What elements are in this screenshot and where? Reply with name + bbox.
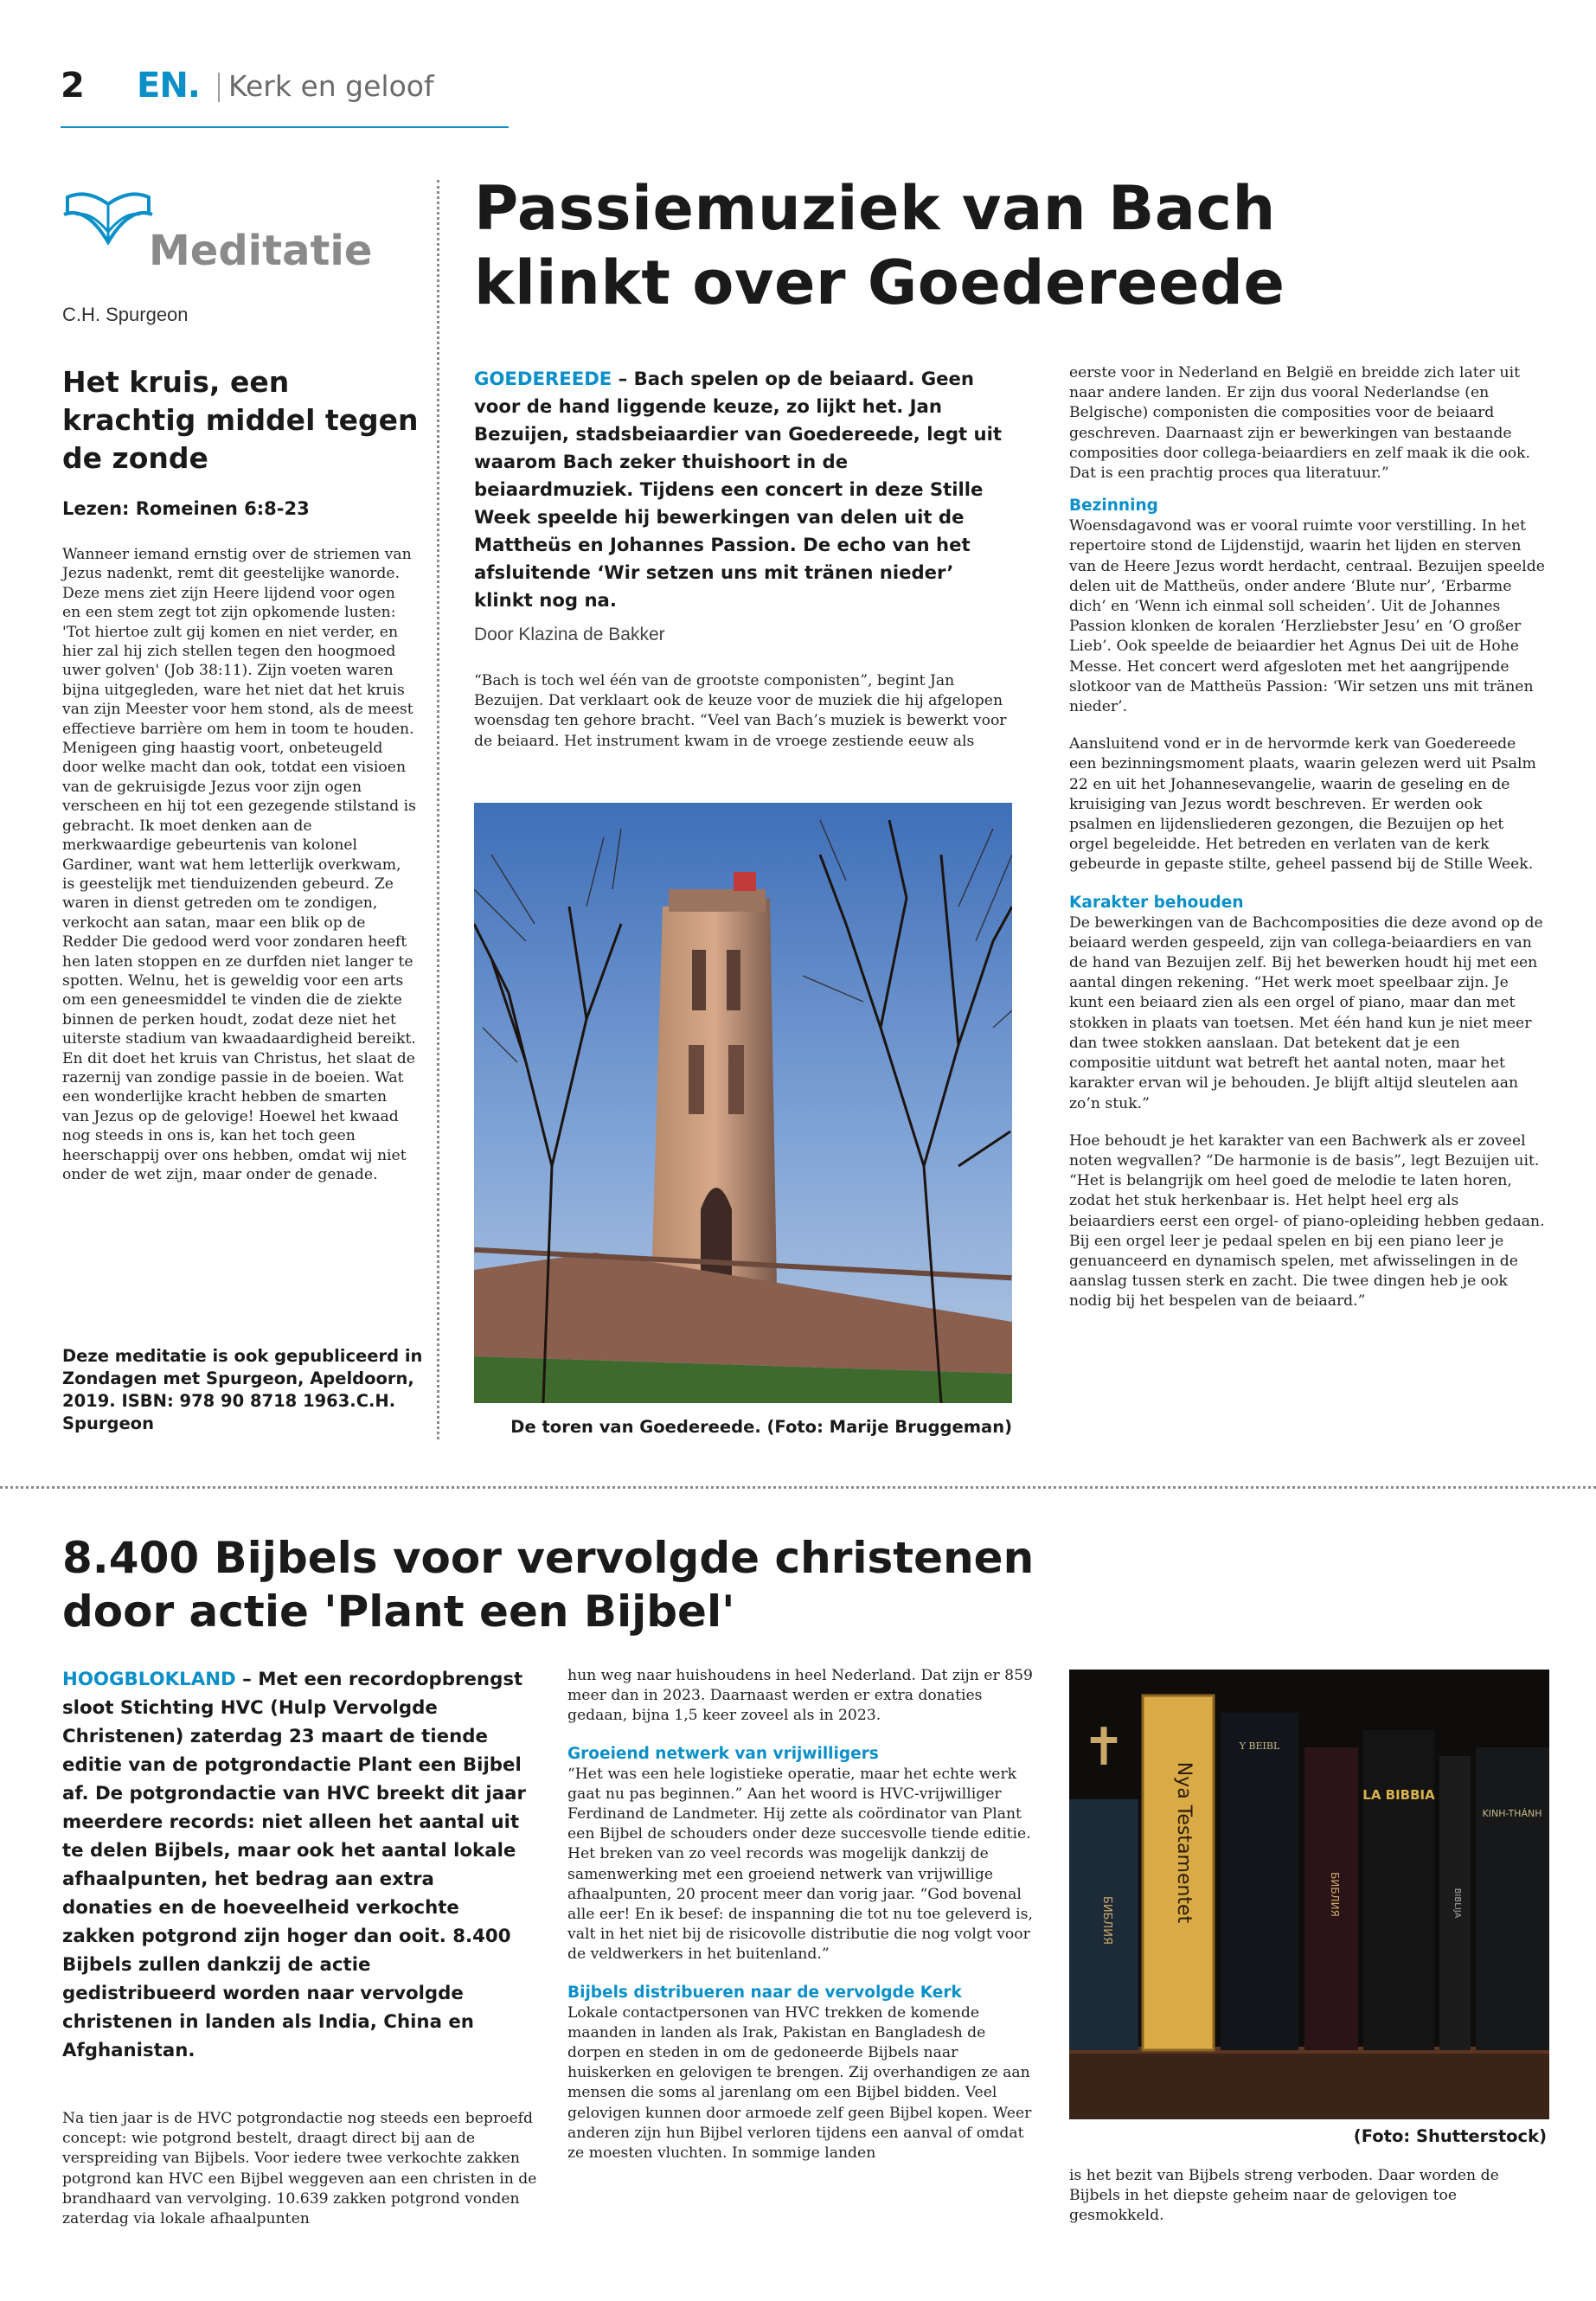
- article-lead: [474, 365, 1010, 614]
- section-label: Kerk en geloof: [228, 69, 434, 103]
- article-column: is het bezit van Bijbels streng verboden. Daar worden de Bijbels in het diepste geheim naar de gelovigen toe gesmokkeld.: [1069, 2167, 1499, 2225]
- article-lead: [62, 1665, 529, 2065]
- subheading: Karakter behouden: [1069, 893, 1244, 912]
- article-headline: 8.400 Bijbels voor vervolgde christenen door actie 'Plant een Bijbel': [62, 1533, 1035, 1637]
- meditation-body: Wanneer iemand ernstig over de striemen van Jezus nadenkt, remt dit geestelijke wanorde. Deze mens ziet zijn Heere lijdend voor ogen en een stem zegt tot zijn opkomende lusten: 'Tot hiertoe zult gij komen en niet verder, en hier zal hij zich stellen tegen den hoogmoed uwer golven' (Job 38:11). Zijn voeten waren bijna uitgegleden, ware het niet dat het kruis van zijn Meester voor hem stond, als de meest effectieve barrière om hem in toom te houden. Menigeen ging haastig voort, onbeteugeld door welke macht dan ook, totdat een visioen van de gekruisigde Jezus voor zijn ogen verscheen en hij tot een gezegende stilstand is gebracht. Ik moet denken aan de merkwaardige gebeurtenis van kolonel Gardiner, want wat hem letterlijk overkwam, is geestelijk met tienduizenden gebeurd. Ze waren in dienst getreden om te zondigen, verkocht aan satan, maar een blik op de Redder Die gedood werd voor zondaren heeft hen laten stoppen en ze durfden niet langer te spotten. Welnu, het is geweldig voor een arts om een geneesmiddel te vinden die de ziekte binnen de perken houdt, zodat deze niet het uiterste stadium van kwaadaardigheid bereikt. En dit doet het kruis van Christus, het slaat de razernij van zondige passie in de boeien. Wat een wonderlijke kracht hebben de smarten van Jezus op de gelovige! Hoewel het kwaad nog steeds in ons is, kan het toch geen heerschappij over ons hebben, omdat wij niet onder de wet zijn, maar onder de genade.: [62, 546, 416, 1183]
- subheading: Bijbels distribueren naar de vervolgde Kerk: [567, 1983, 962, 2002]
- paragraph: eerste voor in Nederland en België en breidde zich later uit naar andere landen. Er zijn dus vooral Nederlandse (en Belgische) componisten die composities voor de beiaard geschreven. Daarnaast zijn er bewerkingen van bestaande composities door collega-beiaardiers en zelf maak ik die ook. Dat is een prachtig proces qua literatuur.”: [1069, 364, 1530, 483]
- bibles-photo: [1069, 1670, 1549, 2119]
- page-number: 2: [61, 66, 85, 106]
- byline: Door Klazina de Bakker: [474, 625, 665, 644]
- paragraph: Lokale contactpersonen van HVC trekken de komende maanden in landen als Irak, Pakistan en Bangladesh de dorpen en steden in om de gedoneerde Bijbels naar huiskerken en gelovigen te brengen. Zij overhandigen ze aan mensen die soms al jarenlang om een Bijbel bidden. Veel gelovigen kunnen door armoede zelf geen Bijbel kopen. Weer anderen zijn hun Bijbel verloren tijdens een aanval of omdat ze moesten vluchten. In sommige landen: [567, 2003, 1032, 2163]
- paragraph: “Het was een hele logistieke operatie, maar het echte werk gaat nu pas beginnen.” Aan het woord is HVC-vrijwilliger Ferdinand de Landmeter. Hij zette als coördinator van Plant een Bijbel de schouders onder deze succesvolle tiende editie. Het breken van zo veel records was mogelijk dankzij de samenwerking met een groeiend netwerk van vrijwillige afhaalpunten, 20 procent meer dan vorig jaar. “God bovenal alle eer! En ik besef: de inspanning die tot nu toe geleverd is, valt in het niet bij de risicovolle distributie die nog volgt voor de veldwerkers in het buitenland.”: [567, 1765, 1033, 1964]
- subheading: Bezinning: [1069, 497, 1158, 516]
- brand-logo: EN.: [137, 66, 200, 106]
- paragraph: Woensdagavond was er vooral ruimte voor verstilling. In het repertoire stond de Lijdenstijd, waarin het lijden en sterven van de Heere Jezus wordt herdacht, centraal. Bezuijen speelde delen uit de Mattheüs, onder andere ‘Blute nur’, ‘Erbarme dich’ en ‘Wenn ich einmal soll scheiden’. Uit de Johannes Passion klonken de koralen ‘Herzliebster Jesu’ en ‘O großer Lieb’. Ook speelde de beiaardier het Agnus Dei uit de Hohe Messe. Het concert werd afgesloten met het aangrijpende slotkoor van de Mattheüs Passion: ‘Wir setzen uns mit tränen nieder’.: [1069, 517, 1545, 716]
- paragraph: De bewerkingen van de Bachcomposities die deze avond op de beiaard werden gespeeld, zijn van collega-beiaardiers en van de hand van Bezuijen zelf. Bij het bewerken houdt hij met een aantal dingen rekening. “Het werk moet speelbaar zijn. Je kunt een beiaard zien als een orgel of piano, maar dan met stokken in plaats van toetsen. Met één hand kun je niet meer dan twee stokken aanslaan. Dat betekent dat je een compositie uitdunt wat betreft het aantal noten, maar het karakter ervan wil je behouden. Je blijft altijd sleutelen aan zo’n stuk.”: [1069, 913, 1543, 1112]
- book-spine-label: LA BIBBIA: [1362, 1787, 1435, 1803]
- header-rule: [61, 126, 509, 128]
- meditation-author: C.H. Spurgeon: [62, 304, 189, 325]
- svg-text:✝: ✝: [1081, 1717, 1126, 1778]
- meditation-note: Deze meditatie is ook gepubliceerd in Zondagen met Spurgeon, Apeldoorn, 2019. ISBN: 978 90 8718 1963.C.H. Spurgeon: [62, 1346, 423, 1433]
- meditation-title: Meditatie: [149, 227, 373, 275]
- photo-caption: (Foto: Shutterstock): [1353, 2126, 1547, 2146]
- paragraph: Aansluitend vond er in de hervormde kerk van Goedereede een bezinningsmoment plaats, waarin gelezen werd uit Psalm 22 en uit het Johannesevangelie, waarin de geseling en de kruisiging van Jezus wordt beschreven. Er werden ook psalmen en lijdensliederen gezongen, die Bezuijen op het orgel begeleidde. Het betreden en verlaten van de kerk gebeurde in gepaste stilte, geheel passend bij de Stille Week.: [1069, 735, 1536, 874]
- header-divider: [218, 73, 220, 102]
- lead-text: – Met een recordopbrengst sloot Stichting HVC (Hulp Vervolgde Christenen) zaterdag 23 maart de tiende editie van de potgrondactie Plant een Bijbel af. De potgrondactie van HVC breekt dit jaar meerdere records: niet alleen het aantal uit te delen Bijbels, maar ook het aantal lokale afhaalpunten, het bedrag aan extra donaties en de hoeveelheid verkochte zakken potgrond zijn hoger dan ooit. 8.400 Bijbels zullen dankzij de actie gedistribueerd worden naar vervolgde christenen in landen als India, China en Afghanistan.: [62, 1669, 526, 2061]
- paragraph: Hoe behoudt je het karakter van een Bachwerk als er zoveel noten wegvallen? “De harmonie is de basis”, legt Bezuijen uit. “Het is belangrijk om heel goed de melodie te laten horen, zodat het stuk herkenbaar is. Het helpt heel erg als beiaardiers eerst een orgel- of piano-opleiding hebben gedaan. Bij een orgel leer je pedaal spelen en bij een piano leer je genuanceerd en dynamisch spelen, met afwisselingen in de aanslag tussen sterk en zacht. Die twee dingen heb je ook nodig bij het bespelen van de beiaard.”: [1069, 1131, 1545, 1311]
- paragraph: hun weg naar huishoudens in heel Nederland. Dat zijn er 859 meer dan in 2023. Daarnaast werden er extra donaties gedaan, bijna 1,5 keer zoveel als in 2023.: [567, 1667, 1033, 1725]
- meditation-headline: Het kruis, een krachtig middel tegen de zonde: [62, 365, 419, 475]
- article-column: [567, 1666, 1043, 2163]
- article-intro: Na tien jaar is de HVC potgrondactie nog steeds een beproefd concept: wie potgrond bestelt, draagt direct bij aan de verspreiding van Bijbels. Voor iedere twee verkochte zakken potgrond kan HVC een Bijbel weggeven aan een christen in de brandhaard van vervolging. 10.639 zakken potgrond vonden zaterdag via lokale afhaalpunten: [62, 2110, 537, 2228]
- article-intro: “Bach is toch wel één van de grootste componisten”, begint Jan Bezuijen. Dat verklaart ook de keuze voor de muziek die hij afgelopen woensdag ten gehore bracht. “Veel van Bach’s muziek is bewerkt voor de beiaard. Het instrument kwam in de vroege zestiende eeuw als: [474, 672, 1007, 750]
- book-spine-label: БИБЛИЯ: [1329, 1872, 1341, 1917]
- article-headline: Passiemuziek van Bach klinkt over Goedereede: [474, 173, 1285, 318]
- book-spine-label: Nya Testamentet: [1173, 1761, 1195, 1924]
- lead-text: – Bach spelen op de beiaard. Geen voor de hand liggende keuze, zo lijkt het. Jan Bezuijen, stadsbeiaardier van Goedereede, legt uit waarom Bach zeker thuishoort in de beiaardmuziek. Tijdens een concert in deze Stille Week speelde hij bewerkingen van delen uit de Mattheüs en Johannes Passion. De echo van het afsluitende ‘Wir setzen uns mit tränen nieder’ klinkt nog na.: [474, 368, 1002, 611]
- book-spine-label: БИБЛИЯ: [1100, 1895, 1113, 1945]
- section-divider: [0, 1486, 1596, 1489]
- tower-photo: [474, 803, 1012, 1403]
- dateline: HOOGBLOKLAND: [62, 1669, 236, 1690]
- dateline: GOEDEREEDE: [474, 368, 612, 389]
- meditation-reading: Lezen: Romeinen 6:8-23: [62, 498, 310, 519]
- article-column: [1069, 363, 1545, 1312]
- book-spine-label: BIBLIJA: [1452, 1888, 1462, 1919]
- book-heart-icon: [61, 180, 156, 249]
- photo-caption: De toren van Goedereede. (Foto: Marije Bruggeman): [510, 1417, 1012, 1437]
- subheading: Groeiend netwerk van vrijwilligers: [567, 1744, 879, 1763]
- book-spine-label: Y BEIBL: [1239, 1740, 1280, 1752]
- book-spine-label: KINH-THÁNH: [1482, 1808, 1542, 1819]
- column-divider: [437, 180, 439, 1439]
